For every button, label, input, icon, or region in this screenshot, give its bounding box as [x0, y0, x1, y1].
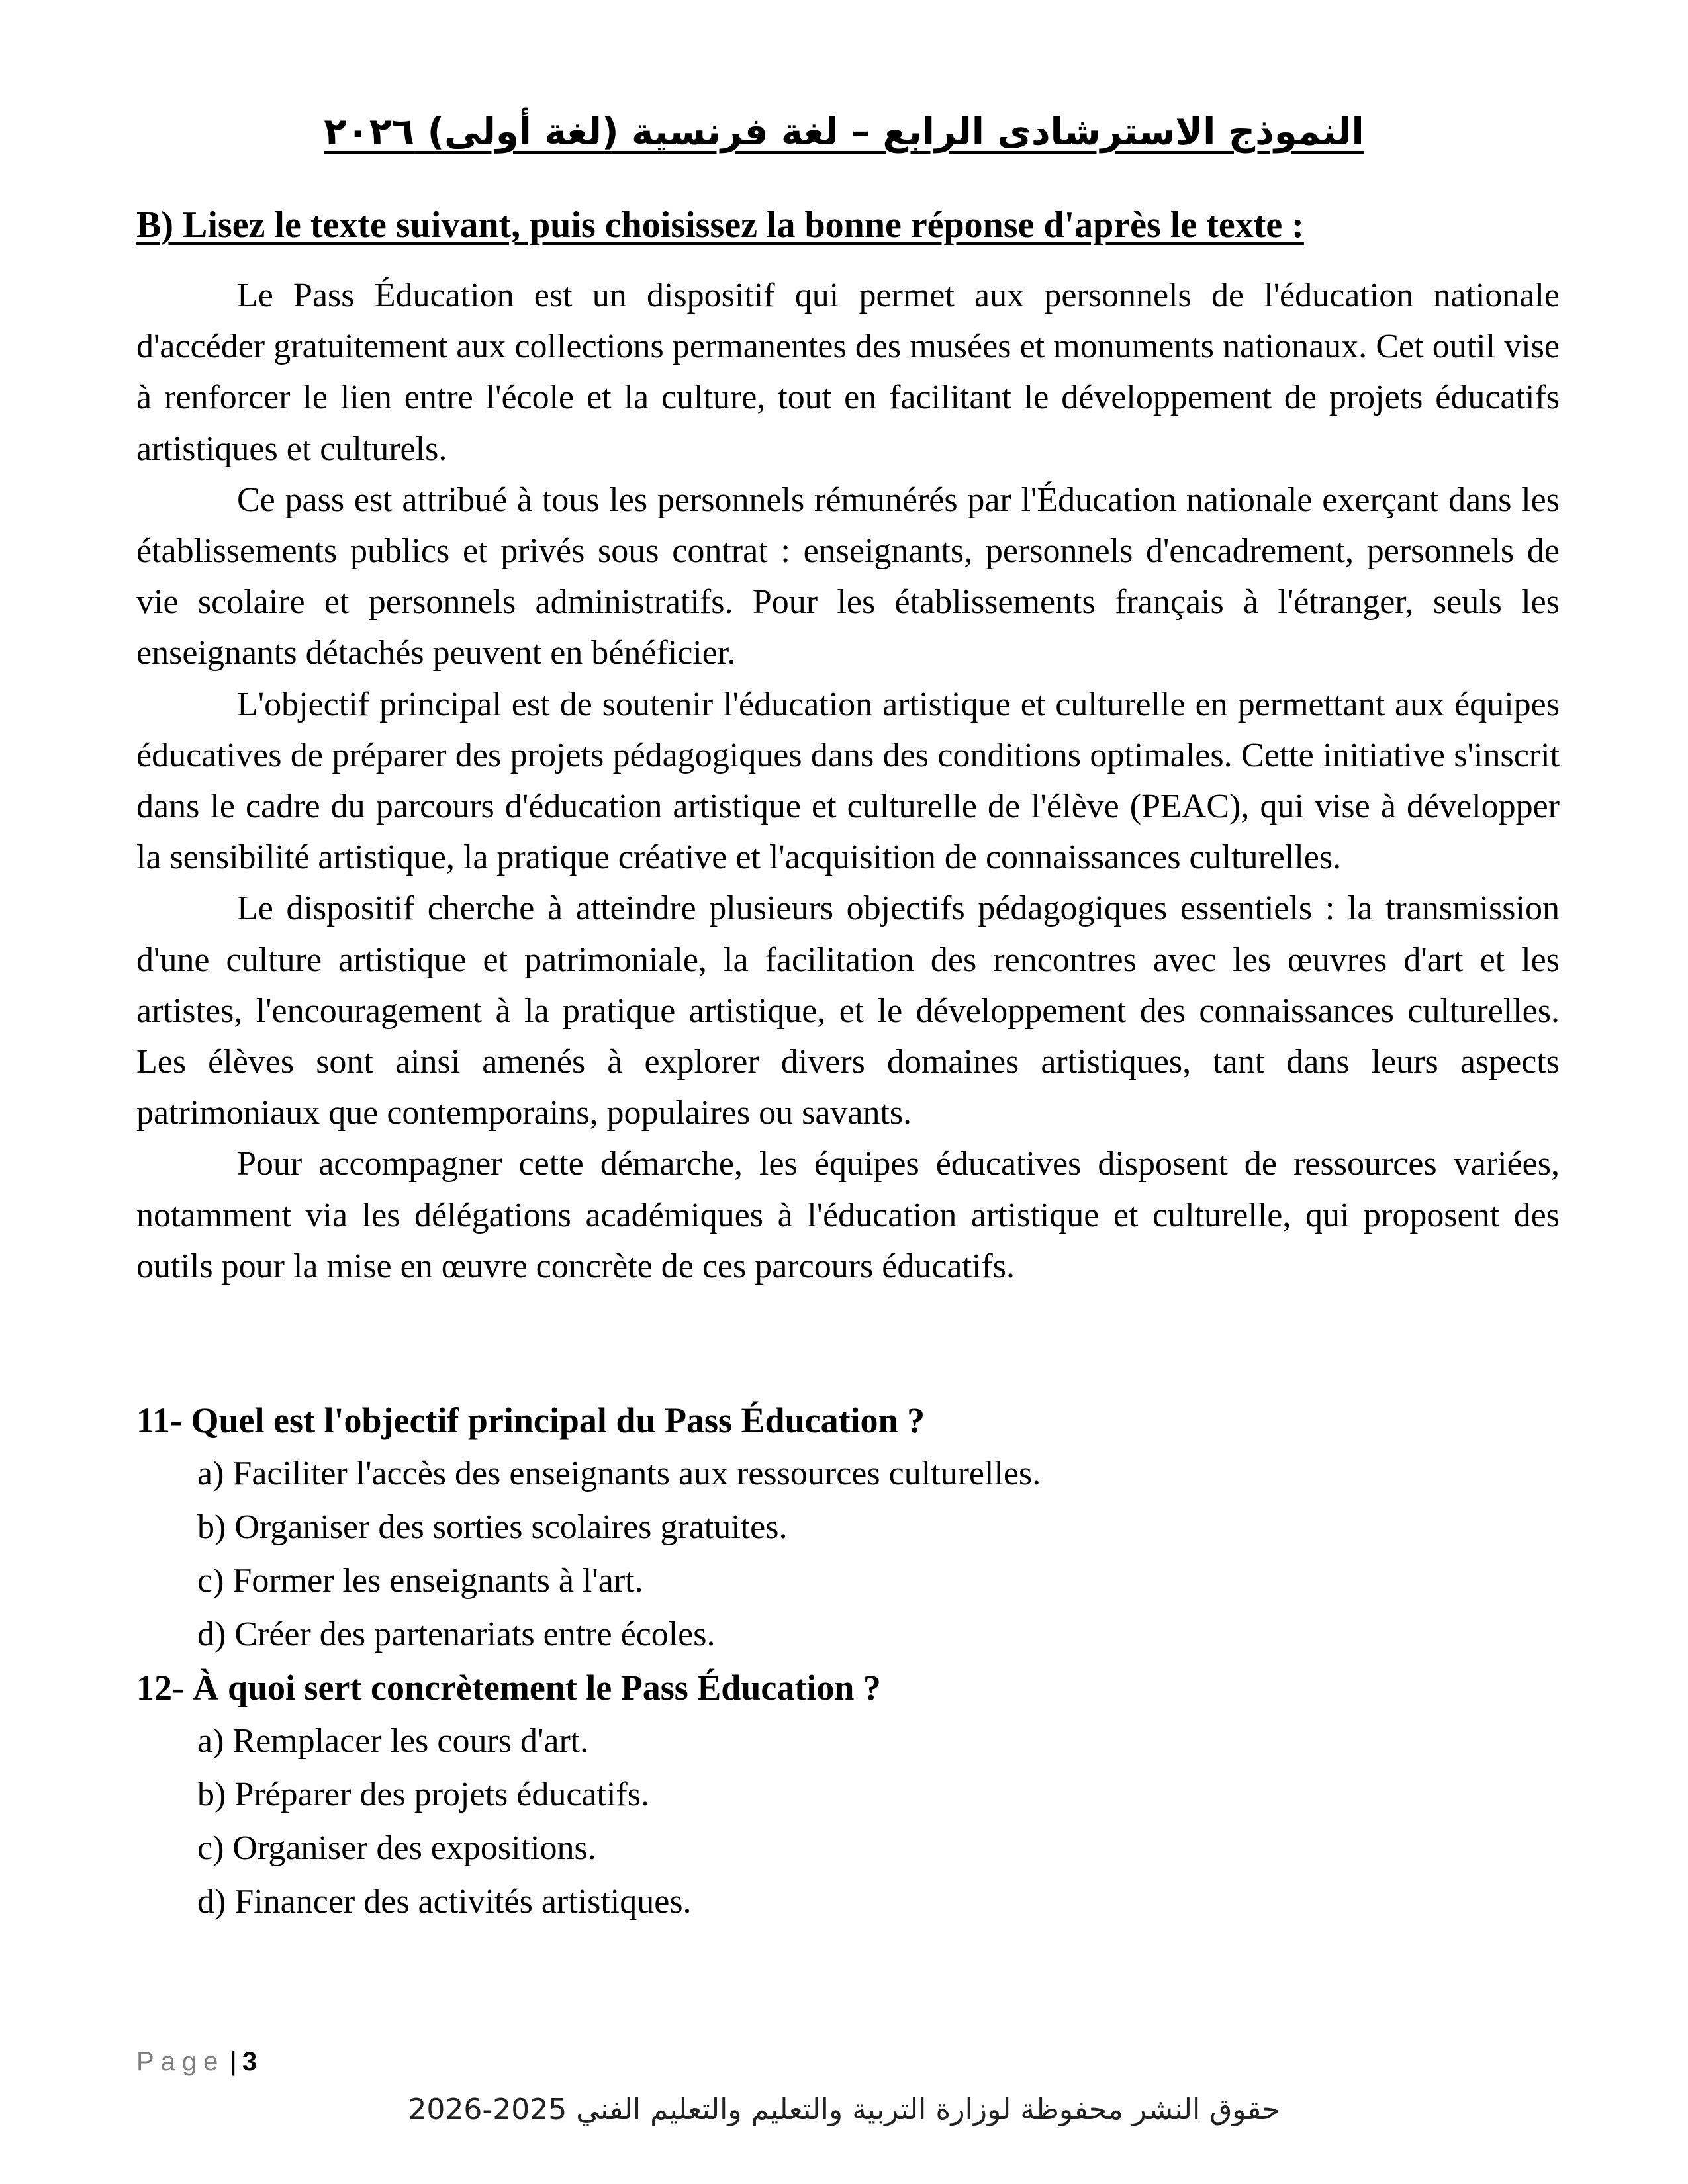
- question-11: [136, 1394, 1560, 1661]
- document-title: [0, 106, 1688, 159]
- section-heading: B) Lisez le texte suivant, puis choisissez la bonne réponse d'après le texte :: [136, 205, 1304, 246]
- question-12: [136, 1661, 1560, 1929]
- answer-options: [136, 1714, 1560, 1929]
- answer-option-b: b) Organiser des sorties scolaires gratuites.: [197, 1508, 788, 1546]
- answer-options: [136, 1447, 1560, 1661]
- answer-option-d: d) Financer des activités artistiques.: [197, 1883, 692, 1921]
- document-title-text: النموذج الاسترشادى الرابع – لغة فرنسية (لغة أولى) ٢٠٢٦: [324, 111, 1364, 154]
- question-text: 12- À quoi sert concrètement le Pass Éducation ?: [136, 1668, 881, 1707]
- answer-option-a: a) Remplacer les cours d'art.: [197, 1722, 589, 1760]
- answer-option-c: c) Organiser des expositions.: [197, 1829, 596, 1867]
- page-number: 3: [242, 2047, 258, 2076]
- passage-paragraph: Le dispositif cherche à atteindre plusieurs objectifs pédagogiques essentiels : la transmission d'une culture artistique et patrimoniale, la facilitation des rencontres avec les œuvres d'art et les artistes, l'encouragement à la pratique artistique, et le développement des connaissances culturelles. Les élèves sont ainsi amenés à explorer divers domaines artistiques, tant dans leurs aspects patrimoniaux que contemporains, populaires ou savants.: [136, 889, 1560, 1132]
- page-label: Page: [136, 2047, 225, 2076]
- copyright-footer: حقوق النشر محفوظة لوزارة التربية والتعليم والتعليم الفني 2025-2026: [408, 2093, 1280, 2126]
- passage-paragraph: Le Pass Éducation est un dispositif qui permet aux personnels de l'éducation nationale d'accéder gratuitement aux collections permanentes des musées et monuments nationaux. Cet outil vise à renforcer le lien entre l'école et la culture, tout en facilitant le développement de projets éducatifs artistiques et culturels.: [136, 277, 1560, 468]
- passage-paragraph: L'objectif principal est de soutenir l'éducation artistique et culturelle en permettant aux équipes éducatives de préparer des projets pédagogiques dans des conditions optimales. Cette initiative s'inscrit dans le cadre du parcours d'éducation artistique et culturelle de l'élève (PEAC), qui vise à développer la sensibilité artistique, la pratique créative et l'acquisition de connaissances culturelles.: [136, 685, 1560, 877]
- question-list: [136, 1394, 1560, 1929]
- page-number-footer: [136, 2045, 257, 2078]
- question-text: 11- Quel est l'objectif principal du Pass Éducation ?: [136, 1400, 925, 1440]
- reading-passage: [136, 270, 1560, 1292]
- answer-option-c: c) Former les enseignants à l'art.: [197, 1562, 643, 1600]
- answer-option-b: b) Préparer des projets éducatifs.: [197, 1776, 649, 1813]
- answer-option-d: d) Créer des partenariats entre écoles.: [197, 1615, 716, 1653]
- answer-option-a: a) Faciliter l'accès des enseignants aux ressources culturelles.: [197, 1455, 1041, 1492]
- page-separator: |: [230, 2047, 237, 2076]
- passage-paragraph: Ce pass est attribué à tous les personnels rémunérés par l'Éducation nationale exerçant dans les établissements publics et privés sous contrat : enseignants, personnels d'encadrement, personnels de vie scolaire et personnels administratifs. Pour les établissements français à l'étranger, seuls les enseignants détachés peuvent en bénéficier.: [136, 480, 1560, 672]
- passage-paragraph: Pour accompagner cette démarche, les équipes éducatives disposent de ressources variées, notamment via les délégations académiques à l'éducation artistique et culturelle, qui proposent des outils pour la mise en œuvre concrète de ces parcours éducatifs.: [136, 1145, 1560, 1285]
